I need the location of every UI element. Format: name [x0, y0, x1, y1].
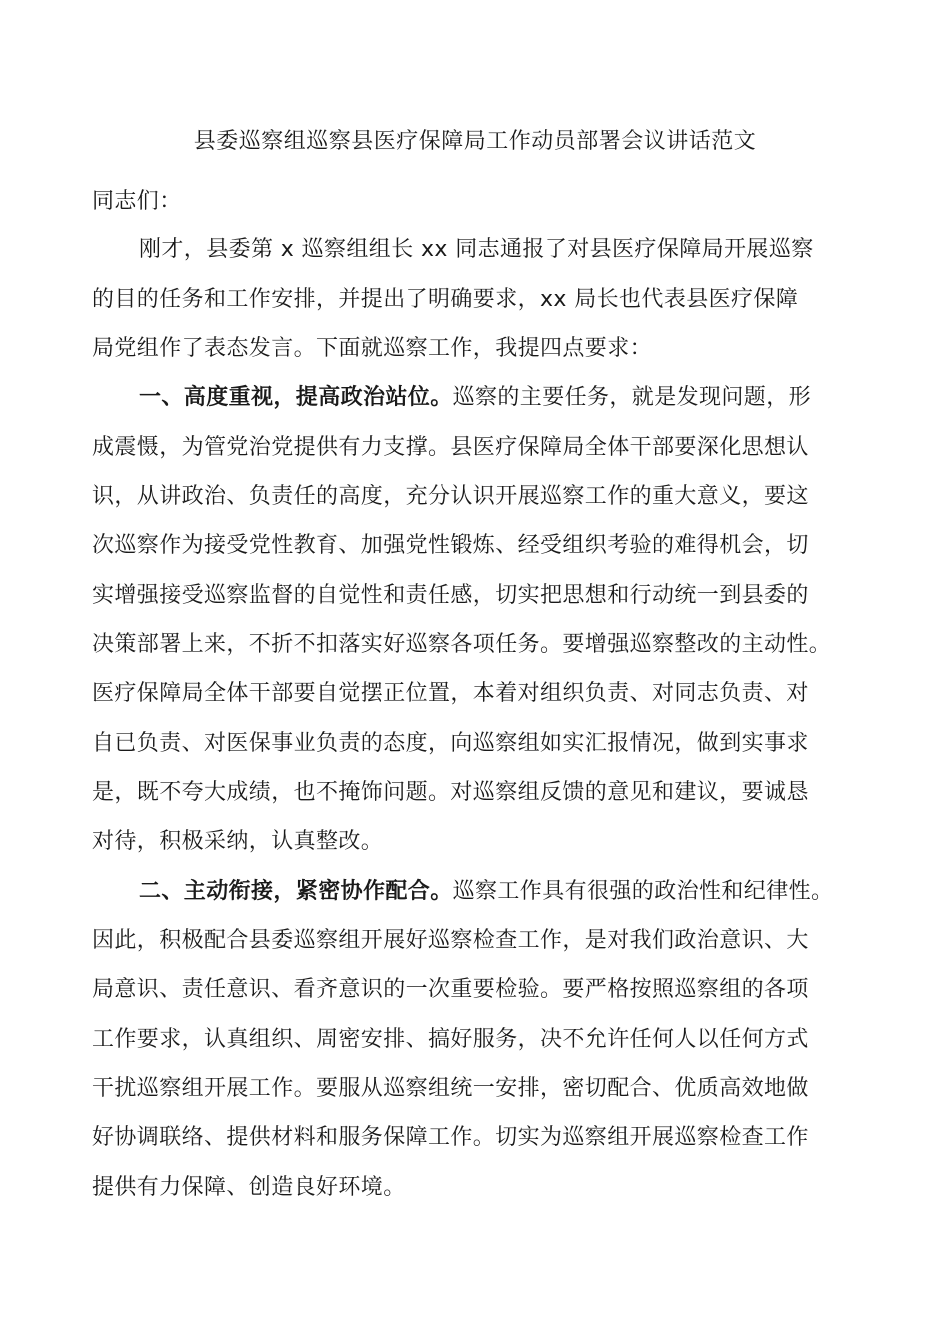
- paragraph-2-line-8: 自已负责、对医保事业负责的态度，向巡察组如实汇报情况，做到实事求: [92, 731, 809, 756]
- paragraph-2-line-7: 医疗保障局全体干部要自觉摆正位置，本着对组织负责、对同志负责、对: [92, 681, 809, 706]
- paragraph-1-line-1: 刚才，县委第 x 巡察组组长 xx 同志通报了对县医疗保障局开展巡察: [139, 237, 814, 262]
- salutation: 同志们：: [92, 189, 182, 214]
- paragraph-2-line-4: 次巡察作为接受党性教育、加强党性锻炼、经受组织考验的难得机会，切: [92, 533, 809, 558]
- paragraph-2-text-1: 巡察的主要任务，就是发现问题，形: [452, 385, 812, 410]
- section-heading-2: 二、主动衔接，紧密协作配合。: [139, 879, 453, 904]
- section-heading-1: 一、高度重视，提高政治站位。: [139, 385, 453, 410]
- paragraph-3-line-3: 局意识、责任意识、看齐意识的一次重要检验。要严格按照巡察组的各项: [92, 977, 809, 1002]
- paragraph-3-line-6: 好协调联络、提供材料和服务保障工作。切实为巡察组开展巡察检查工作: [92, 1125, 809, 1150]
- paragraph-2-line-10: 对待，积极采纳，认真整改。: [92, 829, 384, 854]
- paragraph-3-text-1: 巡察工作具有很强的政治性和纪律性。: [452, 879, 834, 904]
- document-title: 县委巡察组巡察县医疗保障局工作动员部署会议讲话范文: [193, 129, 757, 154]
- paragraph-2-line-9: 是，既不夸大成绩，也不掩饰问题。对巡察组反馈的意见和建议，要诚恳: [92, 780, 809, 805]
- paragraph-2-line-3: 识，从讲政治、负责任的高度，充分认识开展巡察工作的重大意义，要这: [92, 484, 809, 509]
- paragraph-2-line-6: 决策部署上来，不折不扣落实好巡察各项任务。要增强巡察整改的主动性。: [92, 632, 832, 657]
- paragraph-3-line-1: [139, 874, 833, 910]
- paragraph-2-line-2: 成震慑，为管党治党提供有力支撑。县医疗保障局全体干部要深化思想认: [92, 435, 809, 460]
- paragraph-3-line-7: 提供有力保障、创造良好环境。: [92, 1175, 406, 1200]
- paragraph-3-line-5: 干扰巡察组开展工作。要服从巡察组统一安排，密切配合、优质高效地做: [92, 1076, 809, 1101]
- paragraph-2-line-1: [139, 380, 811, 416]
- paragraph-1-line-3: 局党组作了表态发言。下面就巡察工作，我提四点要求：: [92, 336, 653, 361]
- paragraph-2-line-5: 实增强接受巡察监督的自觉性和责任感，切实把思想和行动统一到县委的: [92, 583, 809, 608]
- paragraph-3-line-2: 因此，积极配合县委巡察组开展好巡察检查工作，是对我们政治意识、大: [92, 928, 809, 953]
- paragraph-1-line-2: 的目的任务和工作安排，并提出了明确要求，xx 局长也代表县医疗保障: [92, 287, 799, 312]
- paragraph-3-line-4: 工作要求，认真组织、周密安排、搞好服务，决不允许任何人以任何方式: [92, 1027, 809, 1052]
